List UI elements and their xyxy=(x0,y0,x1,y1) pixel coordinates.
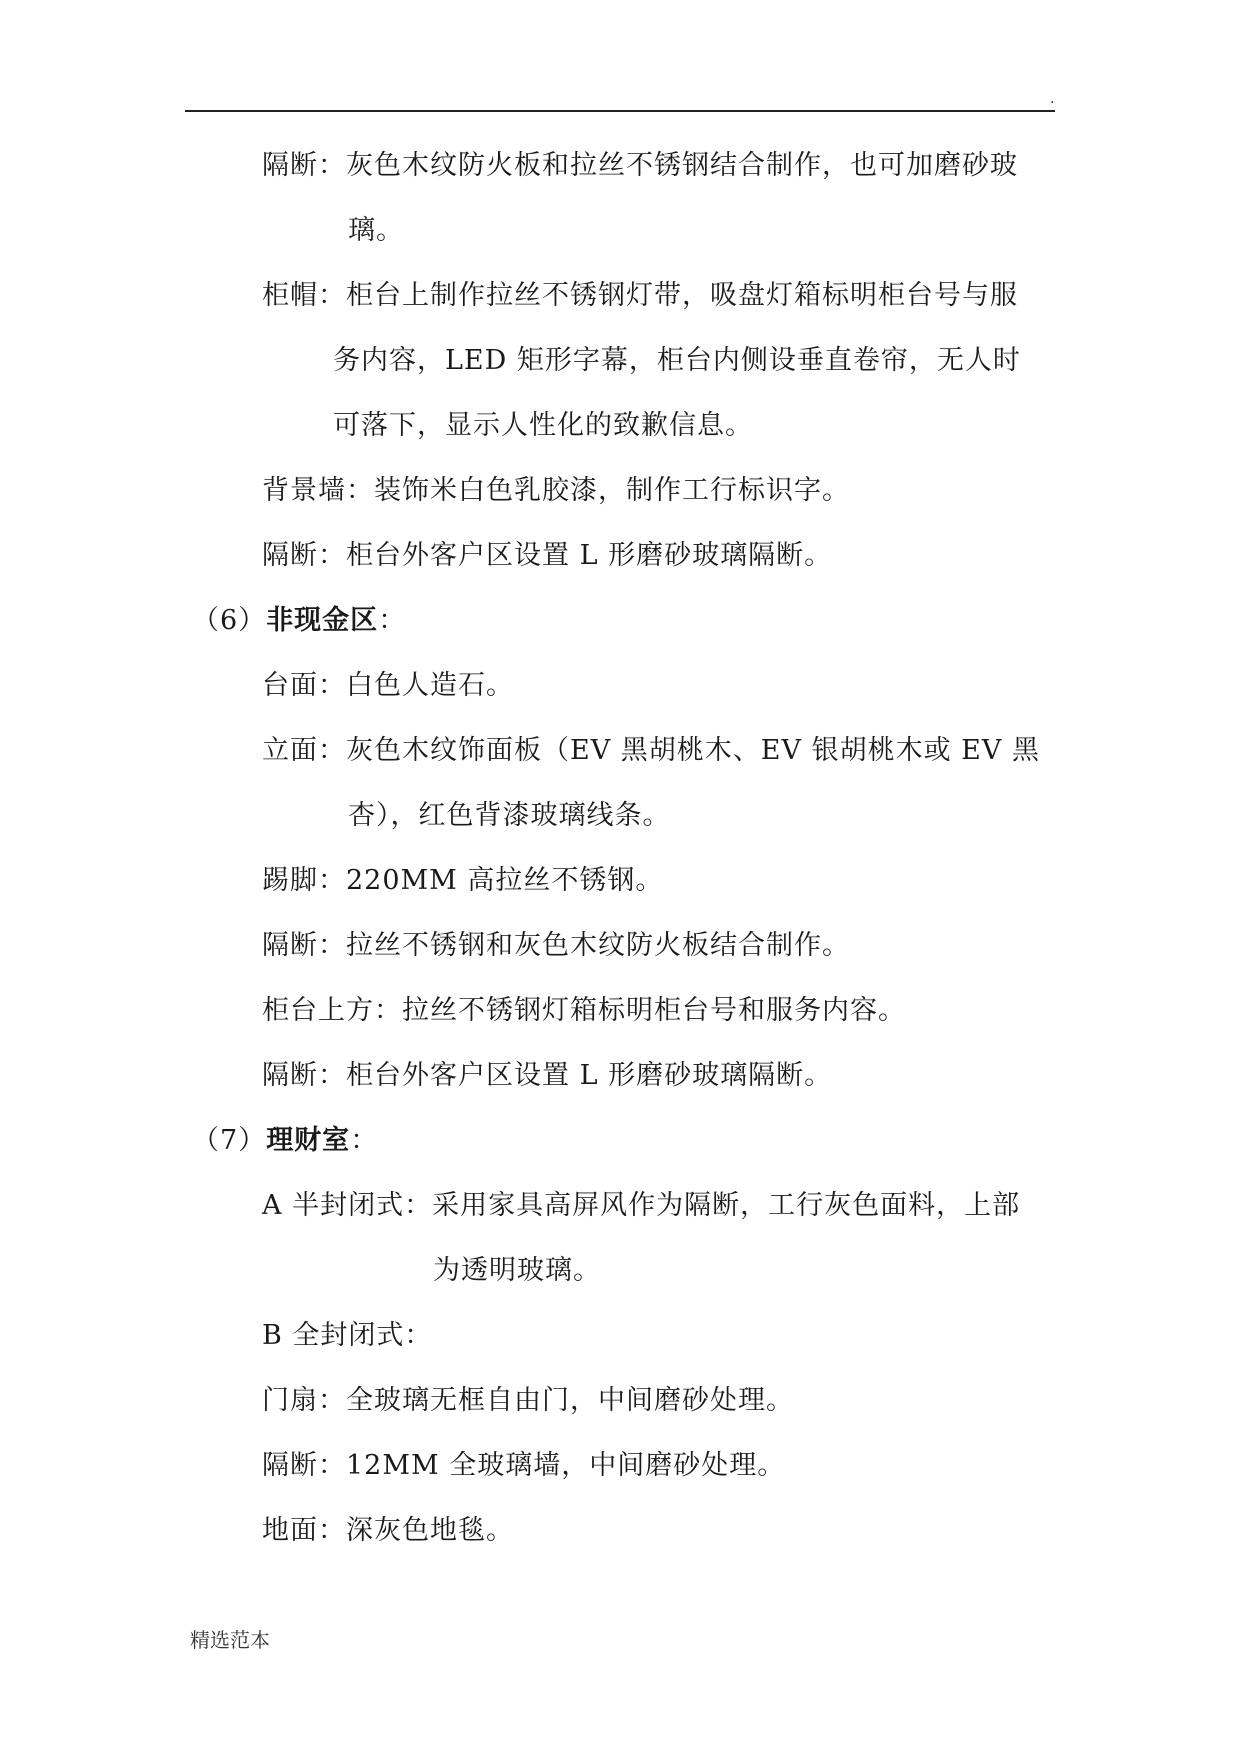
section-heading xyxy=(192,603,406,639)
paragraph-line: 杏），红色背漆玻璃线条。 xyxy=(348,800,671,831)
paragraph-line: 为透明玻璃。 xyxy=(433,1255,601,1286)
paragraph-line: 隔断：柜台外客户区设置 L 形磨砂玻璃隔断。 xyxy=(262,540,833,571)
paragraph-line: 门扇：全玻璃无框自由门，中间磨砂处理。 xyxy=(262,1385,794,1416)
section-title: 理财室 xyxy=(266,1125,351,1156)
section-number: （7） xyxy=(192,1125,267,1156)
paragraph-line: 柜帽：柜台上制作拉丝不锈钢灯带，吸盘灯箱标明柜台号与服 xyxy=(262,280,1018,311)
paragraph-line: A 半封闭式：采用家具高屏风作为隔断，工行灰色面料，上部 xyxy=(262,1190,1021,1221)
paragraph-line: 立面：灰色木纹饰面板（EV 黑胡桃木、EV 银胡桃木或 EV 黑 xyxy=(262,735,1040,766)
section-colon: ： xyxy=(350,1125,379,1156)
paragraph-line: 隔断：拉丝不锈钢和灰色木纹防火板结合制作。 xyxy=(262,930,850,961)
paragraph-line: 璃。 xyxy=(348,215,404,246)
header-dot: . xyxy=(1050,91,1055,107)
paragraph-line: 地面：深灰色地毯。 xyxy=(262,1515,514,1546)
section-colon: ： xyxy=(378,605,407,636)
paragraph-line: 隔断：灰色木纹防火板和拉丝不锈钢结合制作，也可加磨砂玻 xyxy=(262,150,1018,181)
paragraph-line: 踢脚：220MM 高拉丝不锈钢。 xyxy=(262,865,664,896)
header-rule xyxy=(185,110,1055,112)
footer-text: 精选范本 xyxy=(190,1628,270,1652)
paragraph-line: B 全封闭式： xyxy=(262,1320,433,1351)
section-number: （6） xyxy=(192,605,267,636)
section-title: 非现金区 xyxy=(266,605,379,636)
paragraph-line: 务内容，LED 矩形字幕，柜台内侧设垂直卷帘，无人时 xyxy=(333,345,1021,376)
paragraph-line: 柜台上方：拉丝不锈钢灯箱标明柜台号和服务内容。 xyxy=(262,995,906,1026)
paragraph-line: 隔断：12MM 全玻璃墙，中间磨砂处理。 xyxy=(262,1450,786,1481)
paragraph-line: 台面：白色人造石。 xyxy=(262,670,514,701)
paragraph-line: 背景墙：装饰米白色乳胶漆，制作工行标识字。 xyxy=(262,475,850,506)
paragraph-line: 隔断：柜台外客户区设置 L 形磨砂玻璃隔断。 xyxy=(262,1060,833,1091)
paragraph-line: 可落下，显示人性化的致歉信息。 xyxy=(333,410,753,441)
section-heading xyxy=(192,1123,378,1159)
